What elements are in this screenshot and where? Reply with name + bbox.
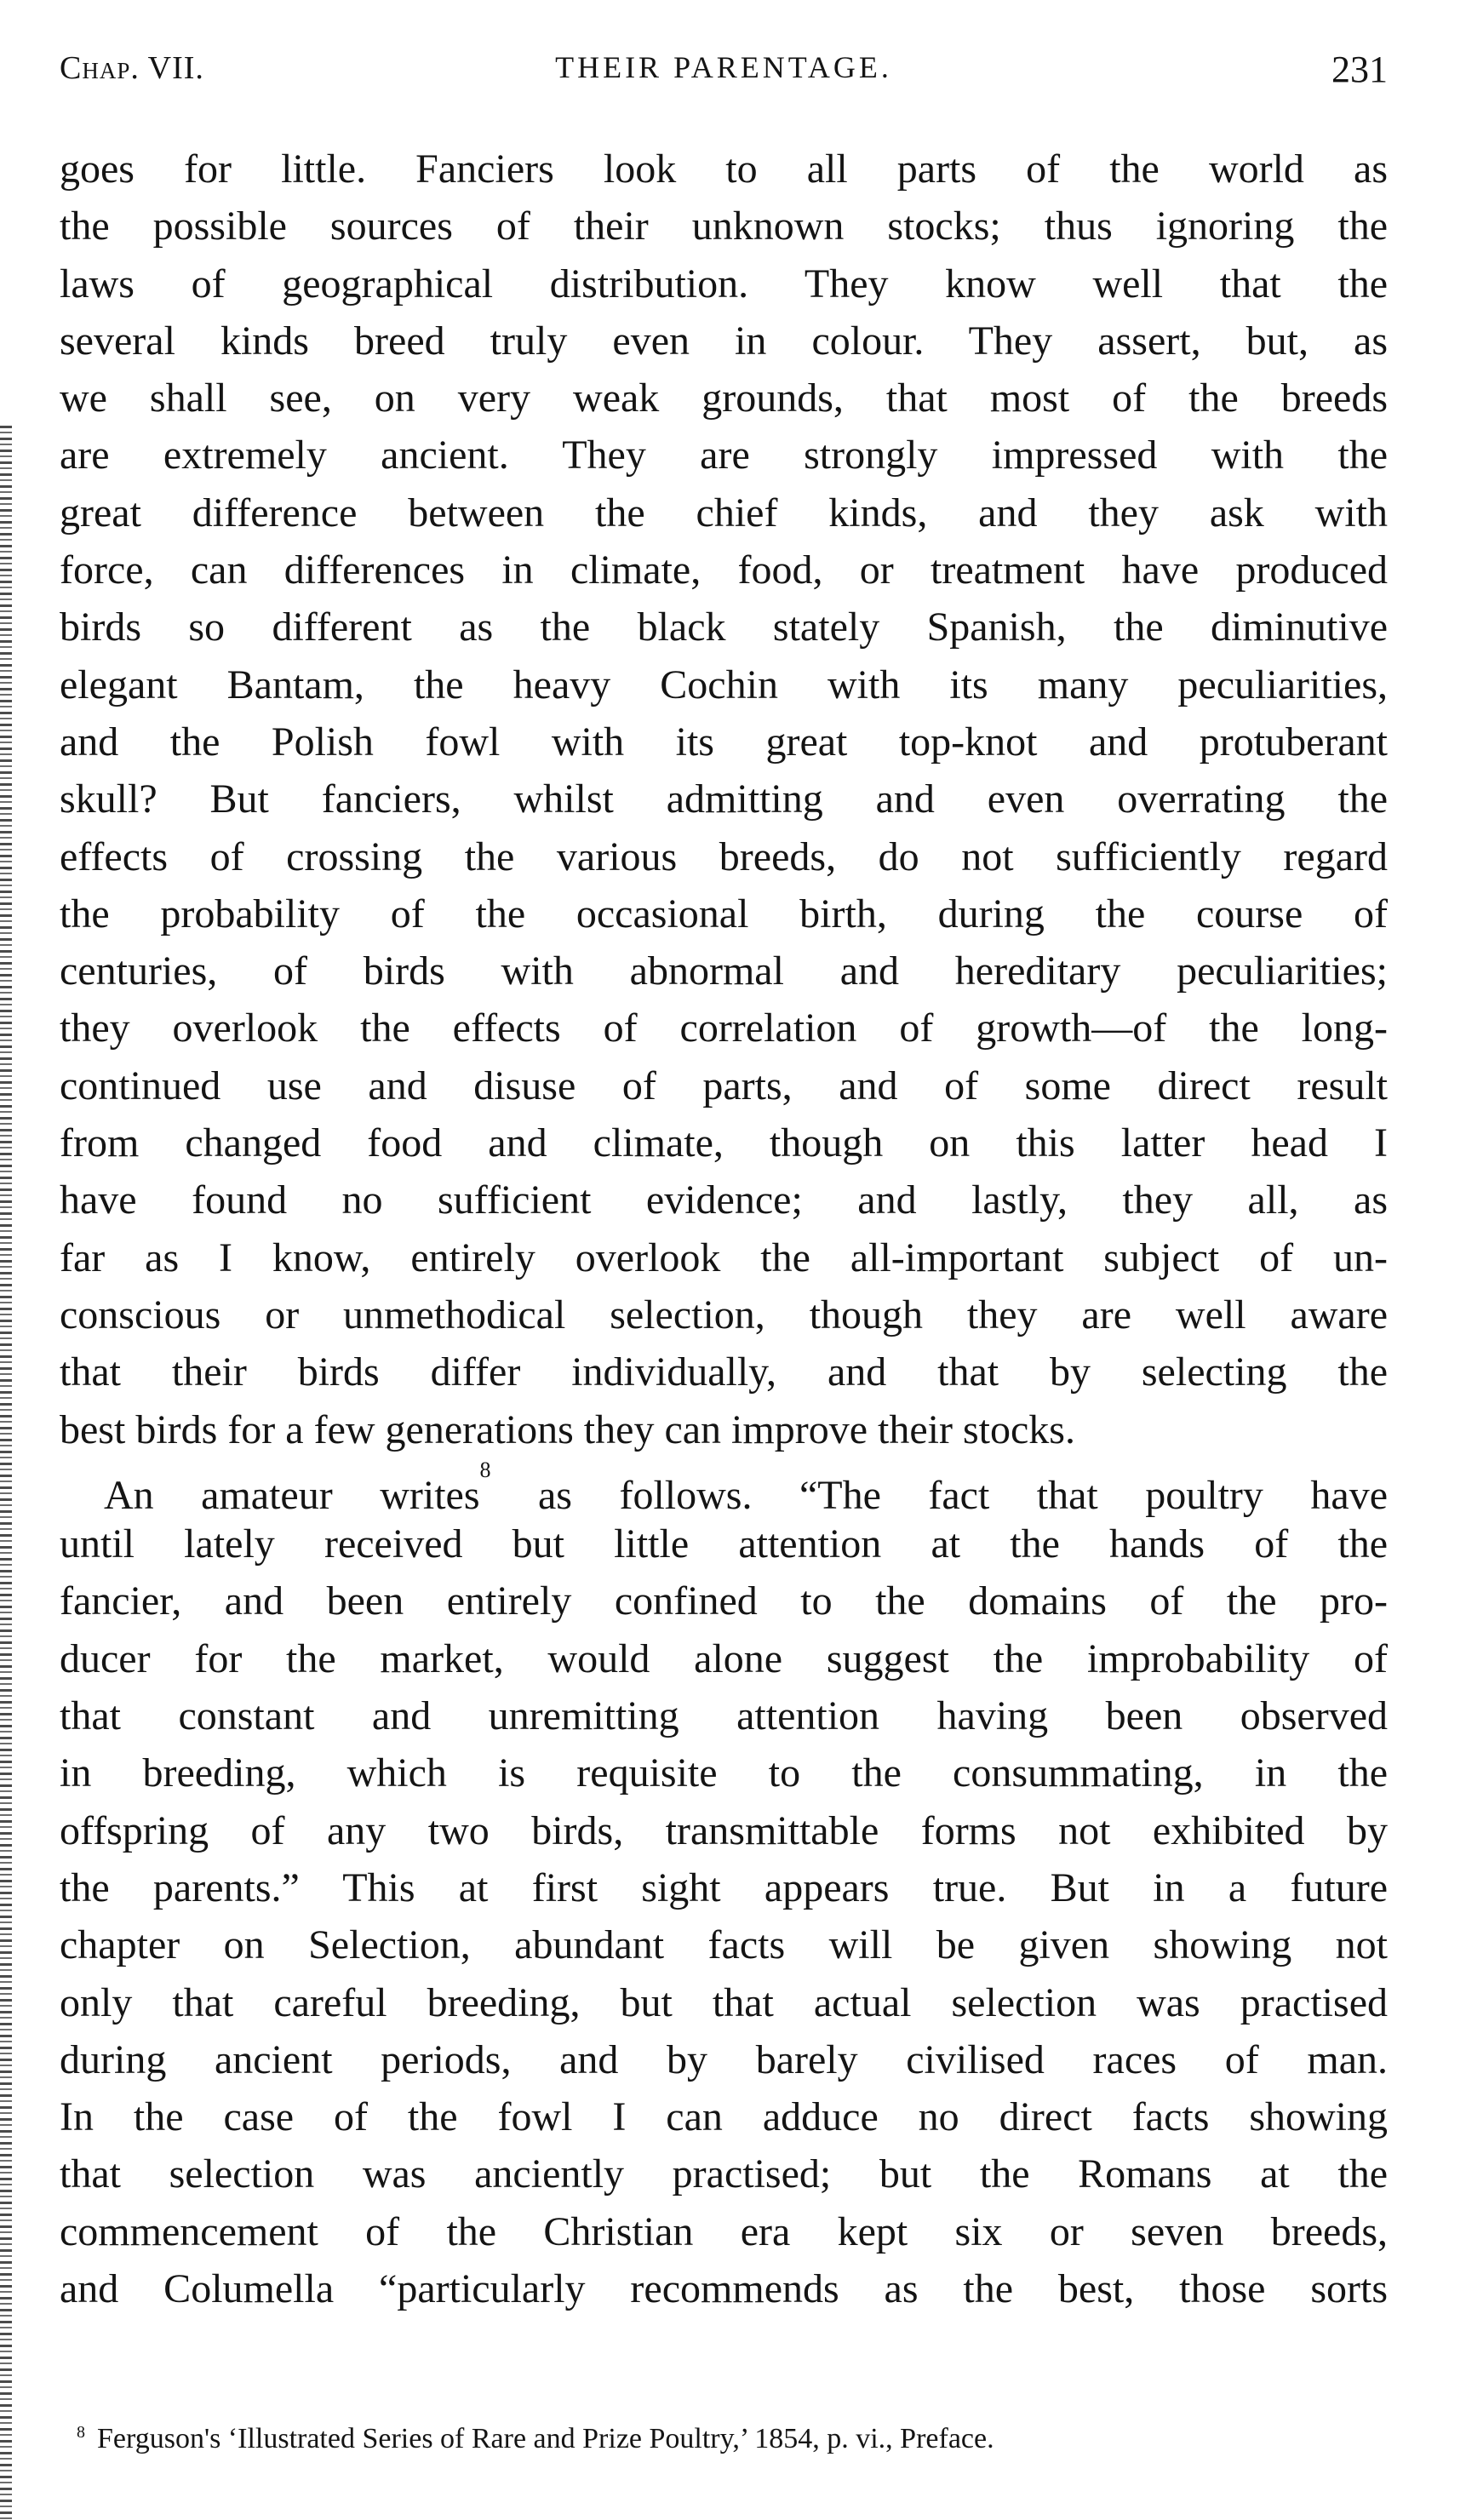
chapter-label: Chap. VII. [60, 50, 204, 86]
text-line: that their birds differ individually, and that by selecting the [60, 1349, 1388, 1395]
text-line: continued use and disuse of parts, and of some direct result [60, 1062, 1388, 1108]
text-line: birds so different as the black stately Spanish, the diminutive [60, 604, 1388, 650]
text-line: elegant Bantam, the heavy Cochin with its many peculiarities, [60, 662, 1388, 707]
text-line: the possible sources of their unknown stocks; thus ignoring the [60, 203, 1388, 249]
text-line: offspring of any two birds, transmittable forms not exhibited by [60, 1807, 1388, 1853]
text-line: in breeding, which is requisite to the consummating, in the [60, 1750, 1388, 1796]
text-line: are extremely ancient. They are strongly impressed with the [60, 432, 1388, 478]
text-line: and Columella “particularly recommends as the best, those sorts [60, 2265, 1388, 2311]
text-line: In the case of the fowl I can adduce no direct facts showing [60, 2094, 1388, 2140]
text-line: far as I know, entirely overlook the all-important subject of un- [60, 1234, 1388, 1280]
text-line: commencement of the Christian era kept six or seven breeds, [60, 2208, 1388, 2254]
text-line: force, can differences in climate, food, or treatment have produced [60, 547, 1388, 593]
paragraph-opening-rest: as follows. “The fact that poultry have [490, 1472, 1388, 1518]
text-line: chapter on Selection, abundant facts will be given showing not [60, 1922, 1388, 1968]
text-line: until lately received but little attention at the hands of the [60, 1521, 1388, 1567]
text-line: that constant and unremitting attention having been observed [60, 1693, 1388, 1739]
text-line: conscious or unmethodical selection, though they are well aware [60, 1292, 1388, 1337]
text-line [60, 1457, 1388, 1518]
footnote-mark: 8 [77, 2423, 85, 2442]
running-head [60, 49, 1388, 100]
footnote-reference[interactable]: 8 [479, 1457, 491, 1482]
text-line: several kinds breed truly even in colour. They assert, but, as [60, 318, 1388, 364]
text-line: skull? But fanciers, whilst admitting and even overrating the [60, 776, 1388, 822]
scanned-gutter-edge [0, 426, 12, 2520]
text-line: great difference between the chief kinds, and they ask with [60, 490, 1388, 536]
footnote [77, 2418, 1388, 2460]
text-line: the parents.” This at first sight appears true. But in a future [60, 1864, 1388, 1910]
text-line: they overlook the effects of correlation of growth—of the long- [60, 1005, 1388, 1051]
running-title: THEIR PARENTAGE. [555, 50, 892, 84]
text-line: centuries, of birds with abnormal and hereditary peculiarities; [60, 948, 1388, 994]
page-number: 231 [1331, 49, 1388, 90]
body-text [60, 140, 1388, 2317]
text-line: we shall see, on very weak grounds, that most of the breeds [60, 375, 1388, 421]
text-line: fancier, and been entirely confined to the domains of the pro- [60, 1578, 1388, 1624]
text-line: from changed food and climate, though on this latter head I [60, 1120, 1388, 1166]
text-line: that selection was anciently practised; but the Romans at the [60, 2151, 1388, 2197]
text-line: laws of geographical distribution. They know well that the [60, 261, 1388, 306]
text-line: have found no sufficient evidence; and lastly, they all, as [60, 1177, 1388, 1223]
text-line: and the Polish fowl with its great top-knot and protuberant [60, 719, 1388, 765]
text-line: goes for little. Fanciers look to all parts of the world as [60, 146, 1388, 192]
footnote-text: Ferguson's ‘Illustrated Series of Rare and Prize Poultry,’ 1854, p. vi., Preface. [97, 2423, 994, 2454]
text-line: only that careful breeding, but that actual selection was practised [60, 1979, 1388, 2025]
text-line: the probability of the occasional birth, during the course of [60, 891, 1388, 936]
text-line: effects of crossing the various breeds, do not sufficiently regard [60, 833, 1388, 879]
text-line: during ancient periods, and by barely civilised races of man. [60, 2036, 1388, 2082]
text-line: best birds for a few generations they can improve their stocks. [60, 1406, 1075, 1452]
text-line: ducer for the market, would alone suggest the improbability of [60, 1635, 1388, 1681]
paragraph-opening: An amateur writes [104, 1472, 480, 1518]
